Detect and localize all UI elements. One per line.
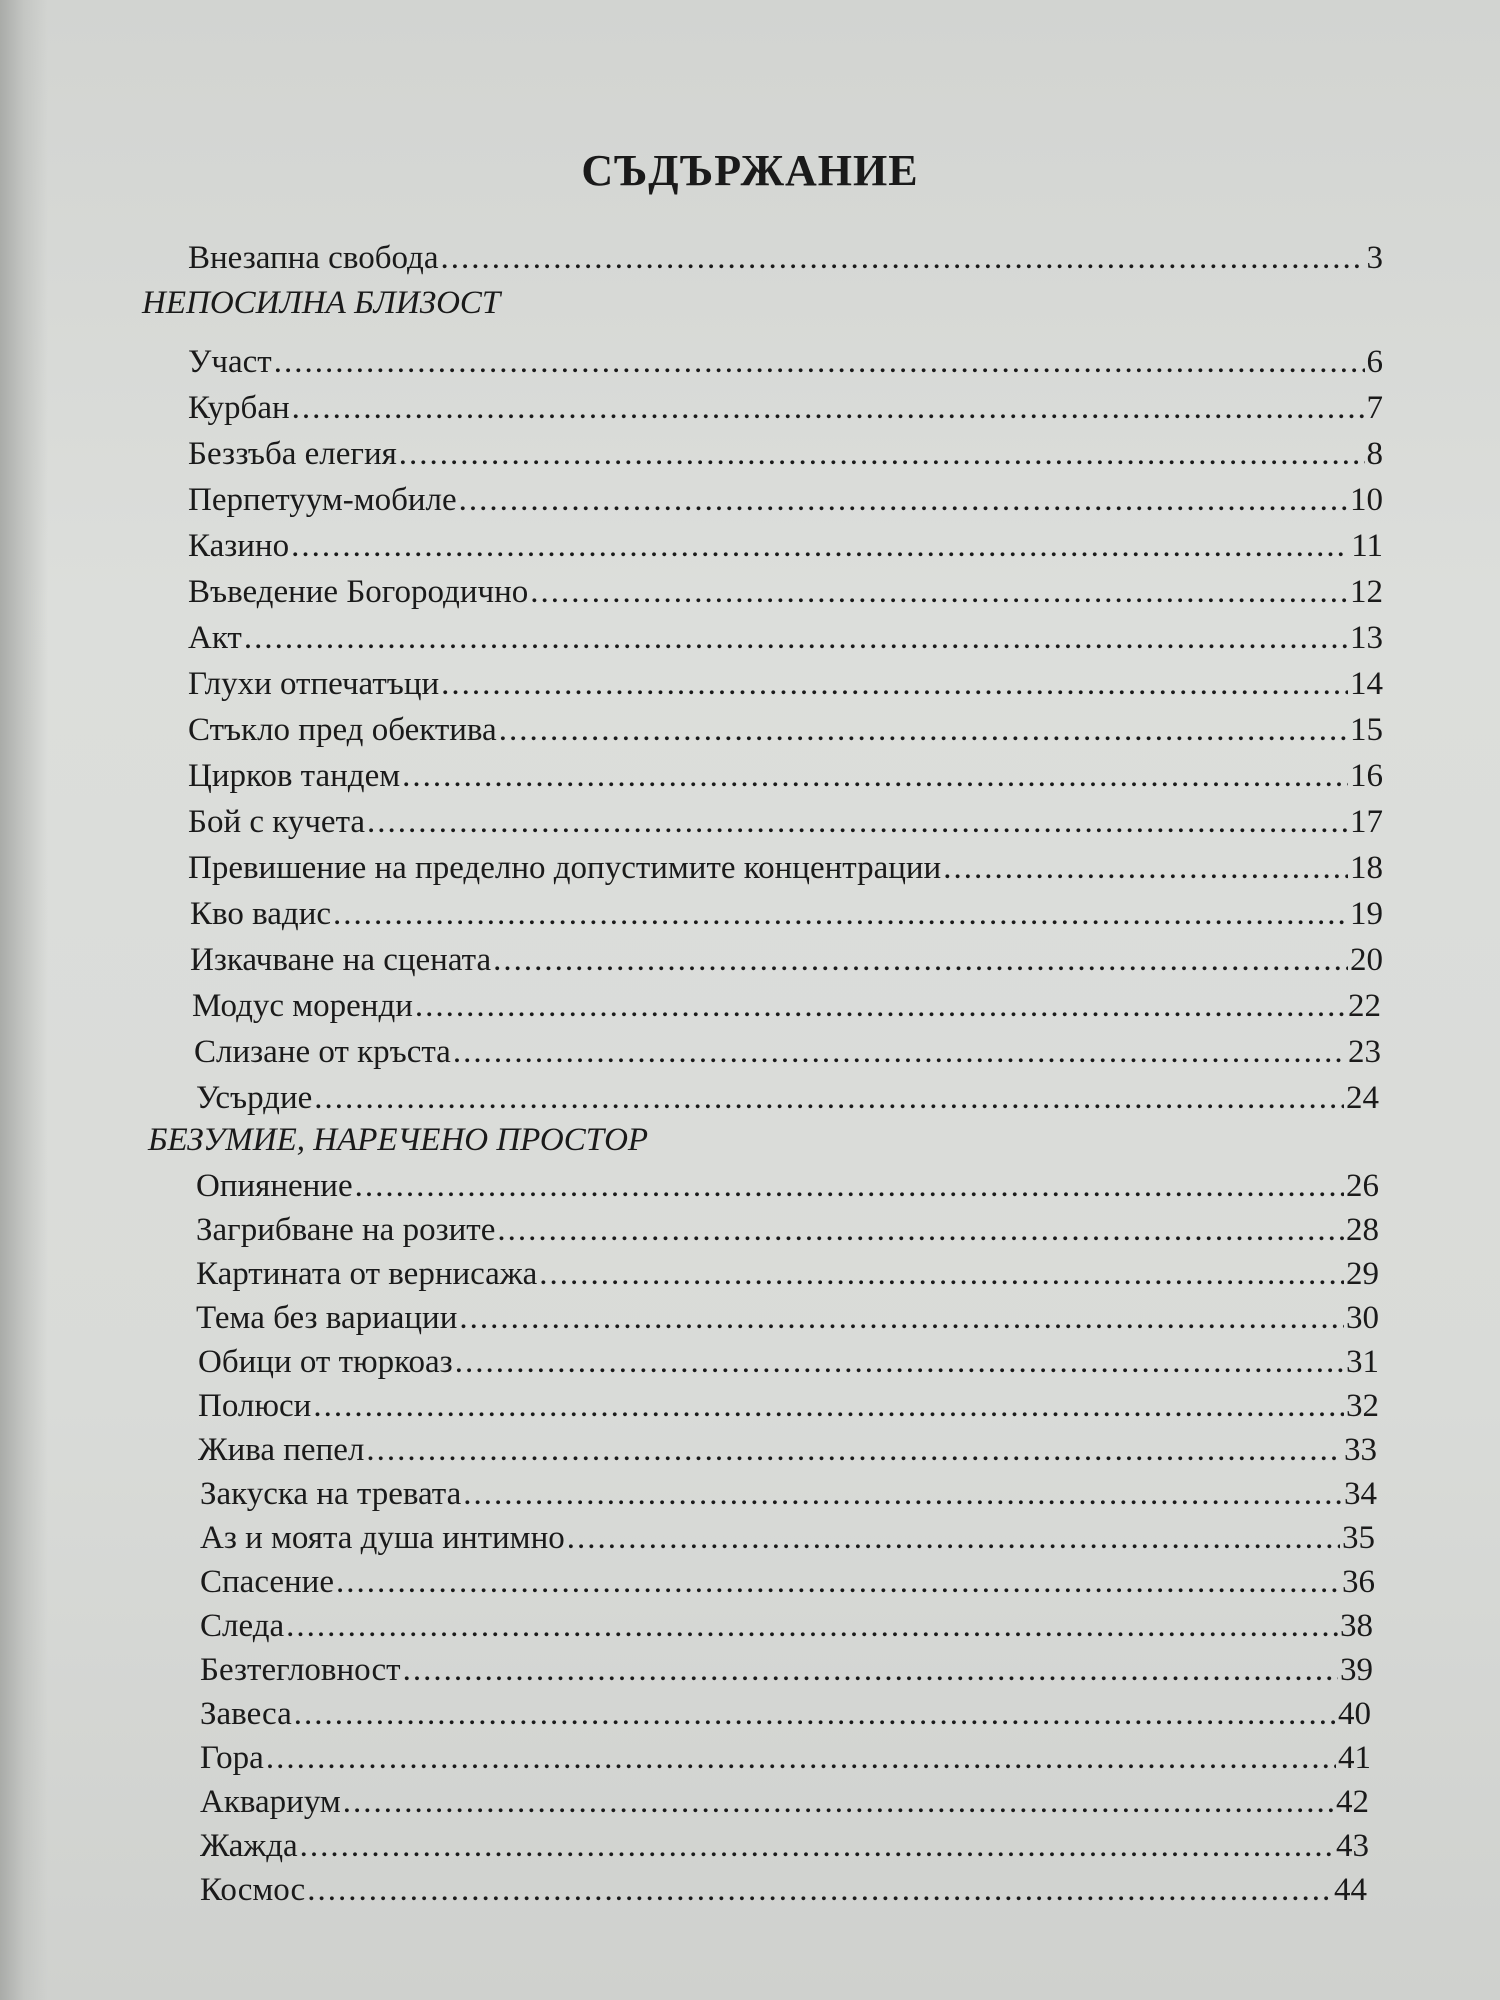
toc-entry-page: 33: [1344, 1432, 1377, 1468]
toc-entry-page: 3: [1366, 240, 1383, 276]
toc-entry-title: Гора: [200, 1740, 264, 1776]
toc-entry-page: 29: [1346, 1256, 1379, 1292]
toc-entry-page: 10: [1350, 482, 1383, 518]
toc-entry-page: 34: [1344, 1476, 1377, 1512]
toc-entry-title: Стъкло пред обектива: [188, 712, 497, 748]
toc-entry-title: Аквариум: [200, 1784, 341, 1820]
dot-leader: [366, 1430, 1342, 1470]
toc-entry[interactable]: [196, 1298, 1379, 1338]
toc-entry[interactable]: [196, 1254, 1379, 1294]
toc-entry-page: 39: [1340, 1652, 1373, 1688]
toc-entry-page: 18: [1350, 850, 1383, 886]
toc-entry-title: Аз и моята душа интимно: [200, 1520, 565, 1556]
toc-entry-page: 12: [1350, 574, 1383, 610]
toc-entry-page: 8: [1366, 436, 1383, 472]
page-gutter-shadow: [0, 0, 48, 2000]
dot-leader: [455, 1342, 1344, 1382]
toc-entry-page: 17: [1350, 804, 1383, 840]
dot-leader: [441, 664, 1348, 704]
dot-leader: [530, 572, 1348, 612]
toc-entry-page: 6: [1366, 344, 1383, 380]
dot-leader: [453, 1032, 1346, 1072]
dot-leader: [399, 434, 1365, 474]
dot-leader: [355, 1166, 1344, 1206]
dot-leader: [499, 710, 1348, 750]
toc-entry[interactable]: [200, 1650, 1373, 1690]
toc-entry-title: Акт: [188, 620, 242, 656]
toc-entry-title: Цирков тандем: [188, 758, 401, 794]
toc-entry-title: Жива пепел: [198, 1432, 365, 1468]
dot-leader: [403, 1650, 1338, 1690]
toc-entry-page: 30: [1346, 1300, 1379, 1336]
toc-entry[interactable]: [190, 894, 1383, 934]
toc-entry[interactable]: [200, 1738, 1371, 1778]
toc-entry[interactable]: [200, 1870, 1367, 1910]
toc-entry[interactable]: [192, 986, 1381, 1026]
toc-entry[interactable]: [200, 1518, 1375, 1558]
dot-leader: [333, 894, 1348, 934]
toc-entry-title: Бой с кучета: [188, 804, 366, 840]
dot-leader: [274, 342, 1365, 382]
toc-entry-page: 14: [1350, 666, 1383, 702]
toc-entry-title: Загрибване на розите: [196, 1212, 496, 1248]
toc-entry[interactable]: [200, 1782, 1369, 1822]
toc-entry-title: Превишение на пределно допустимите концентрации: [188, 850, 942, 886]
dot-leader: [300, 1826, 1334, 1866]
toc-entry[interactable]: [200, 1606, 1373, 1646]
toc-entry[interactable]: [188, 572, 1383, 612]
toc-entry-page: 24: [1346, 1080, 1379, 1116]
toc-entry-title: Модус моренди: [192, 988, 413, 1024]
toc-entry[interactable]: [194, 1032, 1381, 1072]
toc-entry-page: 22: [1348, 988, 1381, 1024]
toc-entry[interactable]: [198, 1430, 1377, 1470]
dot-leader: [343, 1782, 1334, 1822]
toc-entry[interactable]: [188, 802, 1383, 842]
dot-leader: [313, 1386, 1344, 1426]
dot-leader: [266, 1738, 1336, 1778]
toc-entry[interactable]: [196, 1210, 1379, 1250]
toc-entry-title: Изкачване на сцената: [190, 942, 492, 978]
dot-leader: [440, 238, 1364, 278]
toc-entry-title: Внезапна свобода: [188, 240, 439, 276]
toc-entry-title: Усърдие: [196, 1080, 313, 1116]
dot-leader: [943, 848, 1348, 888]
toc-entry-title: Курбан: [188, 390, 290, 426]
toc-entry-title: Беззъба елегия: [188, 436, 397, 472]
toc-entry-title: Участ: [188, 344, 272, 380]
dot-leader: [244, 618, 1348, 658]
toc-entry-page: 41: [1338, 1740, 1371, 1776]
dot-leader: [402, 756, 1348, 796]
toc-entry[interactable]: [188, 848, 1383, 888]
toc-entry[interactable]: [188, 756, 1383, 796]
toc-entry-page: 13: [1350, 620, 1383, 656]
toc-entry-title: Глухи отпечатъци: [188, 666, 440, 702]
toc-entry-page: 43: [1336, 1828, 1369, 1864]
toc-entry-title: Кво вадис: [190, 896, 332, 932]
toc-entry-page: 42: [1336, 1784, 1369, 1820]
dot-leader: [291, 526, 1349, 566]
toc-entry[interactable]: [188, 526, 1383, 566]
toc-entry-title: Следа: [200, 1608, 285, 1644]
toc-entry-page: 11: [1351, 528, 1383, 564]
toc-entry-page: 36: [1342, 1564, 1375, 1600]
dot-leader: [336, 1562, 1340, 1602]
toc-entry-title: Въведение Богородично: [188, 574, 529, 610]
toc-entry-page: 31: [1346, 1344, 1379, 1380]
toc-entry-title: Спасение: [200, 1564, 334, 1600]
toc-entry-page: 26: [1346, 1168, 1379, 1204]
toc-entry[interactable]: [200, 1562, 1375, 1602]
dot-leader: [367, 802, 1348, 842]
toc-entry-title: Казино: [188, 528, 290, 564]
toc-entry-page: 38: [1340, 1608, 1373, 1644]
toc-entry-page: 35: [1342, 1520, 1375, 1556]
dot-leader: [314, 1078, 1344, 1118]
dot-leader: [294, 1694, 1336, 1734]
toc-entry[interactable]: [198, 1386, 1379, 1426]
toc-entry[interactable]: [188, 388, 1383, 428]
page-title: СЪДЪРЖАНИЕ: [581, 146, 919, 195]
dot-leader: [286, 1606, 1338, 1646]
toc-entry-title: Закуска на тревата: [200, 1476, 462, 1512]
toc-entry[interactable]: [188, 664, 1383, 704]
toc-entry[interactable]: [198, 1342, 1379, 1382]
toc-entry[interactable]: [188, 434, 1383, 474]
toc-entry[interactable]: [190, 940, 1383, 980]
toc-entry[interactable]: [196, 1166, 1379, 1206]
toc-entry-title: Жажда: [200, 1828, 298, 1864]
toc-entry[interactable]: [188, 342, 1383, 382]
toc-entry-title: Слизане от кръста: [194, 1034, 451, 1070]
toc-entry-title: Завеса: [200, 1696, 292, 1732]
toc-entry[interactable]: [200, 1826, 1369, 1866]
toc-entry-title: Обици от тюркоаз: [198, 1344, 453, 1380]
dot-leader: [539, 1254, 1344, 1294]
toc-entry[interactable]: [188, 238, 1383, 278]
toc-entry[interactable]: [188, 480, 1383, 520]
toc-entry-page: 20: [1350, 942, 1383, 978]
toc-entry[interactable]: [200, 1694, 1371, 1734]
toc-entry-page: 15: [1350, 712, 1383, 748]
dot-leader: [567, 1518, 1340, 1558]
dot-leader: [493, 940, 1348, 980]
dot-leader: [415, 986, 1346, 1026]
dot-leader: [292, 388, 1365, 428]
section-heading: НЕПОСИЛНА БЛИЗОСТ: [142, 285, 501, 321]
toc-entry-title: Картината от вернисажа: [196, 1256, 538, 1292]
toc-entry[interactable]: [188, 618, 1383, 658]
dot-leader: [459, 1298, 1344, 1338]
dot-leader: [307, 1870, 1332, 1910]
toc-entry-title: Опиянение: [196, 1168, 353, 1204]
toc-entry-title: Безтегловност: [200, 1652, 401, 1688]
toc-entry[interactable]: [200, 1474, 1377, 1514]
dot-leader: [463, 1474, 1342, 1514]
section-heading: БЕЗУМИЕ, НАРЕЧЕНО ПРОСТОР: [148, 1122, 649, 1158]
toc-entry-title: Перпетуум-мобиле: [188, 482, 457, 518]
toc-entry-title: Космос: [200, 1872, 306, 1908]
toc-entry-page: 44: [1334, 1872, 1367, 1908]
toc-entry-page: 40: [1338, 1696, 1371, 1732]
toc-entry-title: Тема без вариации: [196, 1300, 458, 1336]
toc-entry-page: 7: [1366, 390, 1383, 426]
toc-entry-page: 28: [1346, 1212, 1379, 1248]
toc-entry-page: 23: [1348, 1034, 1381, 1070]
dot-leader: [497, 1210, 1344, 1250]
dot-leader: [459, 480, 1348, 520]
toc-entry-page: 32: [1346, 1388, 1379, 1424]
toc-entry-page: 16: [1350, 758, 1383, 794]
toc-entry-title: Полюси: [198, 1388, 312, 1424]
toc-entry-page: 19: [1350, 896, 1383, 932]
toc-entry[interactable]: [188, 710, 1383, 750]
toc-entry[interactable]: [196, 1078, 1379, 1118]
